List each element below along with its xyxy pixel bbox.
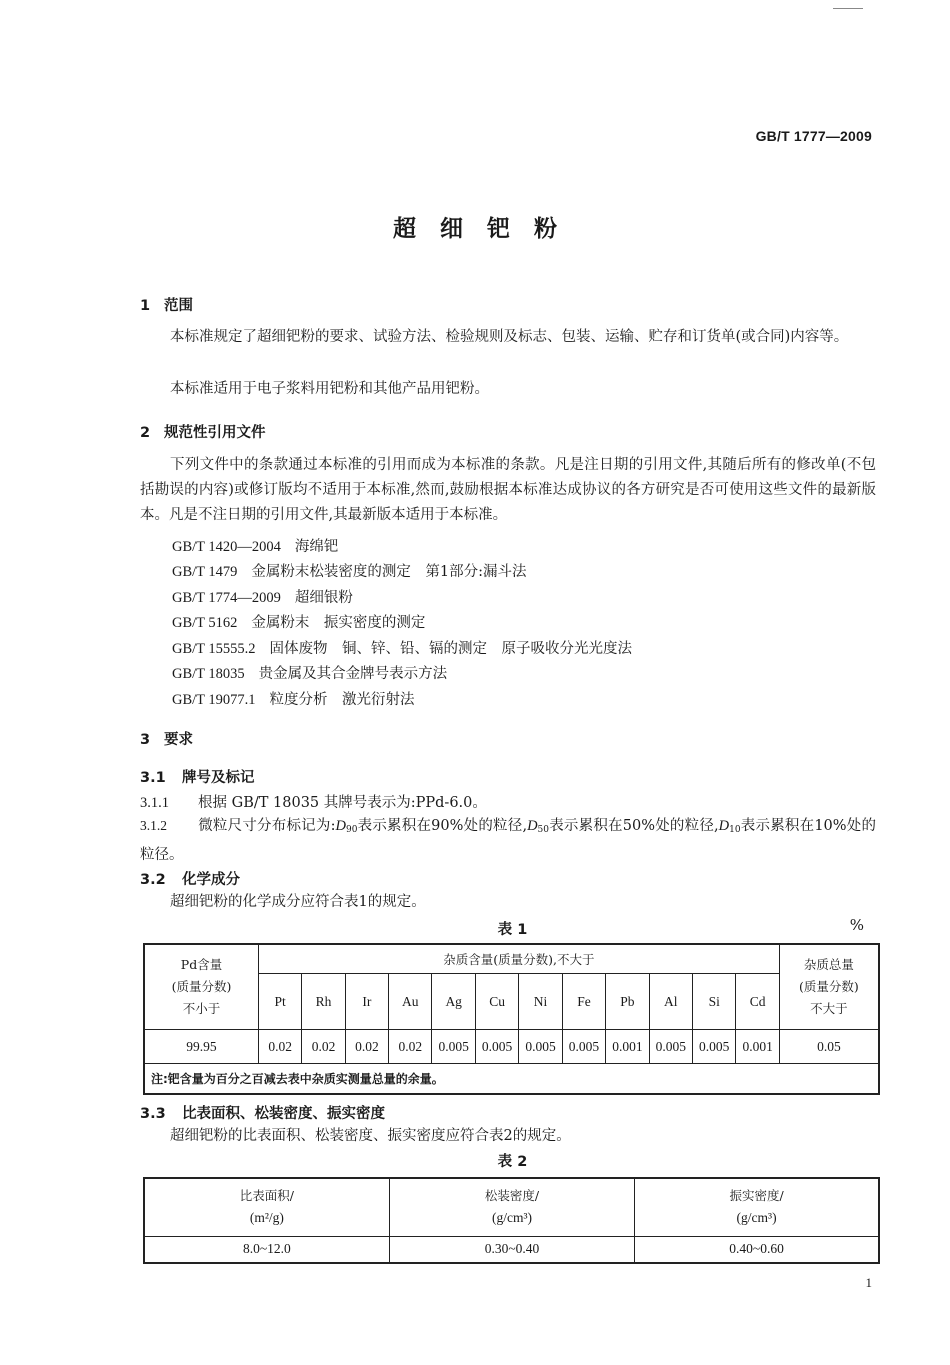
bulk-density-header: 松装密度/ (g/cm³) xyxy=(389,1178,634,1236)
impurity-value: 0.02 xyxy=(302,1030,345,1064)
element-header: Fe xyxy=(562,974,605,1030)
table-1-caption: 表 1 xyxy=(497,922,528,938)
tap-density-value: 0.40~0.60 xyxy=(635,1236,879,1263)
table-2-physical-properties xyxy=(143,1177,880,1264)
element-header: Ni xyxy=(519,974,562,1030)
impurity-value: 0.005 xyxy=(693,1030,736,1064)
document-title: 超细钯粉 xyxy=(393,216,581,242)
impurity-value: 0.02 xyxy=(345,1030,388,1064)
impurity-value: 0.005 xyxy=(519,1030,562,1064)
total-impurity-header: 杂质总量 (质量分数) 不大于 xyxy=(779,944,879,1030)
pd-value: 99.95 xyxy=(144,1030,258,1064)
table-1-note: 注:钯含量为百分之百减去表中杂质实测量总量的余量。 xyxy=(144,1064,879,1094)
page-number: 1 xyxy=(865,1275,872,1290)
impurity-header: 杂质含量(质量分数),不大于 xyxy=(258,944,779,974)
section-number: 1 xyxy=(140,298,151,314)
element-header: Ir xyxy=(345,974,388,1030)
table-1-chemical-composition xyxy=(143,943,880,1095)
element-header: Cd xyxy=(736,974,779,1030)
section-title: 范围 xyxy=(164,298,193,314)
impurity-value: 0.005 xyxy=(562,1030,605,1064)
bulk-density-value: 0.30~0.40 xyxy=(389,1236,634,1263)
section-2-paragraph: 下列文件中的条款通过本标准的引用而成为本标准的条款。凡是注日期的引用文件,其随后所有的修改单(不包括勘误的内容)或修订版均不适用于本标准,然而,鼓励根据本标准达成协议的各方研究是否可使用这些文件的最新版本。凡是不注日期的引用文件,其最新版本适用于本标准。 xyxy=(140,457,876,523)
specific-surface-value: 8.0~12.0 xyxy=(144,1236,389,1263)
section-title: 规范性引用文件 xyxy=(164,425,266,441)
impurity-value: 0.005 xyxy=(649,1030,692,1064)
impurity-value: 0.005 xyxy=(432,1030,475,1064)
element-header: Ag xyxy=(432,974,475,1030)
section-1-paragraph-2: 本标准适用于电子浆料用钯粉和其他产品用钯粉。 xyxy=(170,381,489,397)
clause-3-2-heading: 3.2 化学成分 xyxy=(140,872,240,888)
section-1-paragraph-1: 本标准规定了超细钯粉的要求、试验方法、检验规则及标志、包装、运输、贮存和订货单(或合同)内容等。 xyxy=(170,329,849,345)
reference-item: GB/T 1774—2009 超细银粉 xyxy=(172,590,353,606)
clause-3-1-1: 3.1.1 根据 GB/T 18035 其牌号表示为:PPd-6.0。 xyxy=(140,795,487,811)
clause-3-3-heading: 3.3 比表面积、松装密度、振实密度 xyxy=(140,1106,385,1122)
clause-3-3-text: 超细钯粉的比表面积、松装密度、振实密度应符合表2的规定。 xyxy=(170,1128,571,1144)
impurity-value: 0.001 xyxy=(606,1030,649,1064)
table-2-caption: 表 2 xyxy=(497,1154,528,1170)
impurity-value: 0.005 xyxy=(475,1030,518,1064)
impurity-value: 0.001 xyxy=(736,1030,779,1064)
reference-item: GB/T 18035 贵金属及其合金牌号表示方法 xyxy=(172,666,448,682)
section-1-heading xyxy=(140,294,193,315)
clause-3-1-2: 3.1.2 微粒尺寸分布标记为$:D_{90}$表示累积在90%处的粒径$,D_{50}$表示累积在50%处的粒径$,D_{10}$表示累积在10%处的粒径。 xyxy=(140,818,876,863)
section-3-heading xyxy=(140,728,193,749)
element-header: Cu xyxy=(475,974,518,1030)
section-number: 3 xyxy=(140,732,151,748)
element-header: Al xyxy=(649,974,692,1030)
pd-content-header: Pd含量 (质量分数) 不小于 xyxy=(144,944,258,1030)
element-header: Si xyxy=(693,974,736,1030)
scan-mark xyxy=(833,8,863,9)
reference-item: GB/T 1420—2004 海绵钯 xyxy=(172,539,339,555)
reference-item: GB/T 19077.1 粒度分析 激光衍射法 xyxy=(172,692,415,708)
element-header: Rh xyxy=(302,974,345,1030)
impurity-value: 0.02 xyxy=(389,1030,432,1064)
reference-item: GB/T 1479 金属粉末松装密度的测定 第1部分:漏斗法 xyxy=(172,564,527,580)
element-header: Au xyxy=(389,974,432,1030)
table-1-unit: % xyxy=(849,916,864,934)
total-impurity-value: 0.05 xyxy=(779,1030,879,1064)
impurity-value: 0.02 xyxy=(258,1030,301,1064)
section-2-heading xyxy=(140,421,266,442)
specific-surface-header: 比表面积/ (m²/g) xyxy=(144,1178,389,1236)
clause-3-1-heading: 3.1 牌号及标记 xyxy=(140,770,255,786)
element-header: Pt xyxy=(258,974,301,1030)
reference-item: GB/T 5162 金属粉末 振实密度的测定 xyxy=(172,615,426,631)
standard-number: GB/T 1777—2009 xyxy=(755,128,872,144)
section-number: 2 xyxy=(140,425,151,441)
section-title: 要求 xyxy=(164,732,193,748)
tap-density-header: 振实密度/ (g/cm³) xyxy=(635,1178,879,1236)
clause-3-2-text: 超细钯粉的化学成分应符合表1的规定。 xyxy=(170,894,426,910)
reference-item: GB/T 15555.2 固体废物 铜、锌、铅、镉的测定 原子吸收分光光度法 xyxy=(172,641,633,657)
element-header: Pb xyxy=(606,974,649,1030)
